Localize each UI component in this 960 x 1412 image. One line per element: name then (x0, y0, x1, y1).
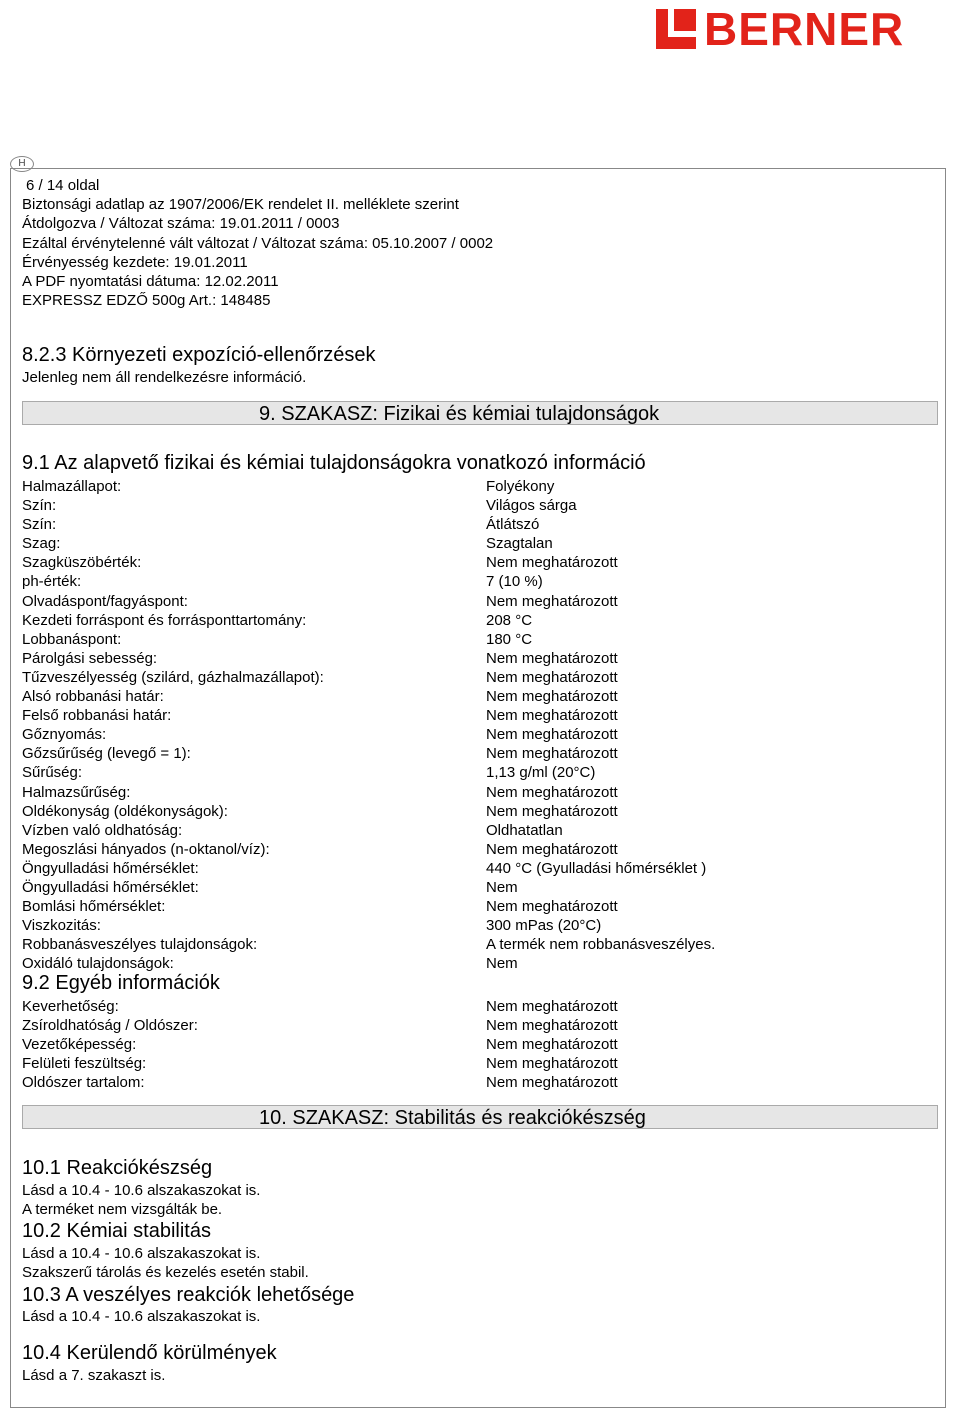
section-10-3-heading: 10.3 A veszélyes reakciók lehetősége (22, 1284, 355, 1306)
property-value: Nem meghatározott (486, 707, 618, 725)
property-label: Zsíroldhatóság / Oldószer: (22, 1017, 198, 1035)
property-label: Robbanásveszélyes tulajdonságok: (22, 936, 258, 954)
property-value: Nem meghatározott (486, 726, 618, 744)
berner-logo (656, 4, 904, 54)
property-value: Nem meghatározott (486, 554, 618, 572)
section-10-1-text-b: A terméket nem vizsgálták be. (22, 1201, 223, 1218)
property-value: 208 °C (486, 611, 533, 629)
section-8-2-3-heading: 8.2.3 Környezeti expozíció-ellenőrzések (22, 344, 376, 366)
property-label: Halmazállapot: (22, 478, 122, 495)
property-value: 300 mPas (20°C) (486, 917, 602, 935)
section-10-1-text-a: Lásd a 10.4 - 10.6 alszakaszokat is. (22, 1182, 261, 1199)
property-value: 7 (10 %) (486, 573, 543, 591)
property-value: Nem meghatározott (486, 1055, 618, 1073)
property-label: Vízben való oldhatóság: (22, 821, 183, 839)
product-line: EXPRESSZ EDZŐ 500g Art.: 148485 (22, 292, 271, 310)
property-value: Oldhatatlan (486, 821, 563, 839)
property-label: Viszkozitás: (22, 917, 101, 935)
property-label: Oldószer tartalom: (22, 1074, 145, 1092)
property-value: Folyékony (486, 478, 555, 495)
property-label: Szagküszöbérték: (22, 554, 142, 572)
section-10-4-heading: 10.4 Kerülendő körülmények (22, 1342, 277, 1364)
property-label: Szín: (22, 497, 57, 515)
property-value: Nem meghatározott (486, 1036, 618, 1054)
section-10-1-heading: 10.1 Reakciókészség (22, 1157, 213, 1179)
property-label: Sűrűség: (22, 764, 83, 782)
berner-logo-mark-icon (656, 9, 696, 49)
property-label: Lobbanáspont: (22, 630, 122, 648)
property-value: Szagtalan (486, 535, 553, 553)
property-label: Öngyulladási hőmérséklet: (22, 859, 199, 877)
property-value: Nem meghatározott (486, 1074, 618, 1092)
validity-line: Érvényesség kezdete: 19.01.2011 (22, 253, 248, 271)
property-label: Gőzsűrűség (levegő = 1): (22, 745, 191, 763)
property-label: Felületi feszültség: (22, 1055, 147, 1073)
property-label: Oldékonyság (oldékonyságok): (22, 802, 228, 820)
property-label: Kezdeti forráspont és forrásponttartomány: (22, 611, 307, 629)
property-value: Átlátszó (486, 516, 540, 534)
section-10-2-text-a: Lásd a 10.4 - 10.6 alszakaszokat is. (22, 1245, 261, 1262)
revision-line: Átdolgozva / Változat száma: 19.01.2011 / 0003 (22, 215, 340, 233)
property-value: Nem meghatározott (486, 840, 618, 858)
section-10-title: 10. SZAKASZ: Stabilitás és reakciókészség (259, 1107, 646, 1129)
section-9-1-heading: 9.1 Az alapvető fizikai és kémiai tulajdonságokra vonatkozó információ (22, 452, 646, 474)
property-label: Oxidáló tulajdonságok: (22, 955, 174, 973)
section-10-bar (22, 1105, 938, 1129)
section-10-2-heading: 10.2 Kémiai stabilitás (22, 1220, 211, 1242)
property-value: Nem meghatározott (486, 802, 618, 820)
language-badge: H (10, 156, 34, 172)
property-value: Nem meghatározott (486, 668, 618, 686)
property-label: ph-érték: (22, 573, 82, 591)
property-value: Nem meghatározott (486, 592, 618, 610)
property-value: Nem (486, 955, 518, 973)
superseded-line: Ezáltal érvénytelenné vált változat / Változat száma: 05.10.2007 / 0002 (22, 234, 494, 252)
property-value: 440 °C (Gyulladási hőmérséklet ) (486, 859, 707, 877)
property-label: Felső robbanási határ: (22, 707, 172, 725)
property-label: Halmazsűrűség: (22, 783, 131, 801)
property-value: Nem meghatározott (486, 783, 618, 801)
property-value: Nem meghatározott (486, 688, 618, 706)
property-value: Nem meghatározott (486, 998, 618, 1015)
property-value: Nem meghatározott (486, 649, 618, 667)
property-label: Szag: (22, 535, 61, 553)
page-number: 6 / 14 oldal (26, 177, 100, 194)
property-value: Nem meghatározott (486, 745, 618, 763)
section-10-3-text-a: Lásd a 10.4 - 10.6 alszakaszokat is. (22, 1308, 261, 1325)
section-9-title: 9. SZAKASZ: Fizikai és kémiai tulajdonságok (259, 403, 660, 425)
document-header (22, 176, 493, 310)
section-10-4-text-a: Lásd a 7. szakaszt is. (22, 1367, 166, 1384)
property-label: Párolgási sebesség: (22, 649, 158, 667)
property-value: 1,13 g/ml (20°C) (486, 764, 596, 782)
property-label: Megoszlási hányados (n-oktanol/víz): (22, 840, 270, 858)
property-value: Nem meghatározott (486, 1017, 618, 1035)
property-value: Nem (486, 878, 518, 896)
property-label: Vezetőképesség: (22, 1036, 137, 1054)
property-value: A termék nem robbanásveszélyes. (486, 936, 716, 954)
property-label: Gőznyomás: (22, 726, 107, 744)
property-label: Tűzveszélyesség (szilárd, gázhalmazállapot): (22, 668, 324, 686)
section-8-2-3-text: Jelenleg nem áll rendelkezésre információ. (22, 369, 307, 386)
property-label: Olvadáspont/fagyáspont: (22, 592, 188, 610)
property-value: Világos sárga (486, 497, 577, 515)
section-9-2-heading: 9.2 Egyéb információk (22, 972, 220, 994)
property-label: Öngyulladási hőmérséklet: (22, 878, 199, 896)
property-label: Keverhetőség: (22, 998, 119, 1015)
print-date-line: A PDF nyomtatási dátuma: 12.02.2011 (22, 273, 279, 291)
section-9-bar (22, 401, 938, 425)
regulation-line: Biztonsági adatlap az 1907/2006/EK rendelet II. melléklete szerint (22, 196, 459, 214)
property-label: Bomlási hőmérséklet: (22, 898, 166, 916)
property-value: Nem meghatározott (486, 898, 618, 916)
property-label: Szín: (22, 516, 57, 534)
berner-logo-text: BERNER (704, 3, 905, 55)
property-value: 180 °C (486, 630, 533, 648)
property-label: Alsó robbanási határ: (22, 688, 164, 706)
section-10-2-text-b: Szakszerű tárolás és kezelés esetén stabil. (22, 1264, 309, 1281)
